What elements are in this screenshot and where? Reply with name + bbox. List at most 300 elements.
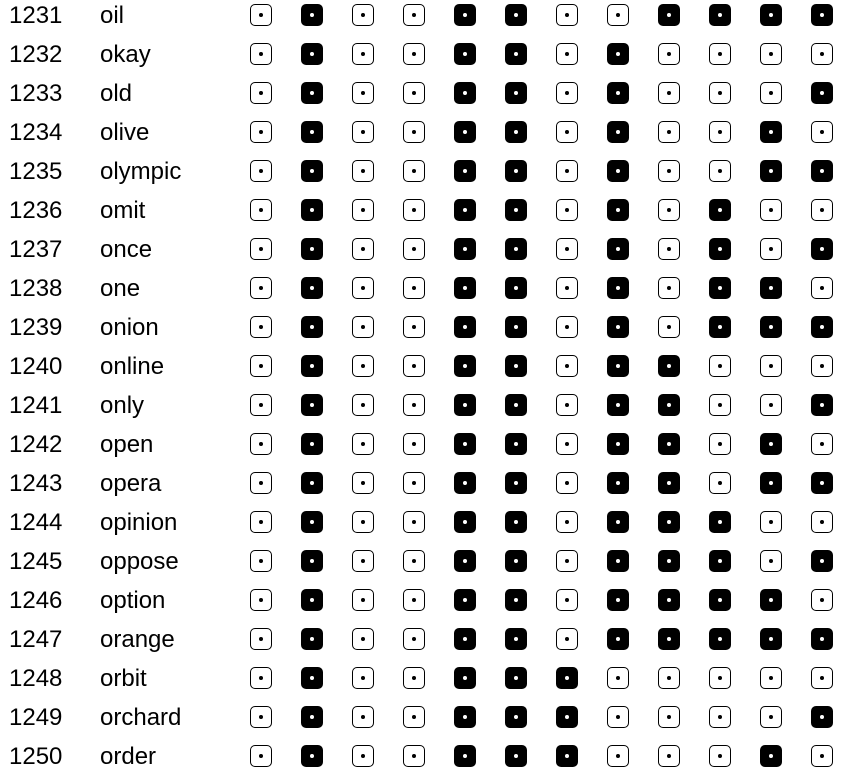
empty-bit-icon [556, 160, 578, 182]
filled-bit-icon [301, 82, 323, 104]
filled-bit-icon [760, 433, 782, 455]
dot-icon [616, 442, 620, 446]
filled-bit-icon [709, 199, 731, 221]
dot-icon [616, 676, 620, 680]
filled-bit-icon [607, 511, 629, 533]
filled-bit-icon [505, 238, 527, 260]
dot-icon [514, 130, 518, 134]
empty-bit-icon [607, 745, 629, 767]
dot-icon [820, 520, 824, 524]
dot-icon [412, 247, 416, 251]
dot-icon [361, 247, 365, 251]
dot-icon [310, 481, 314, 485]
empty-bit-icon [250, 82, 272, 104]
filled-bit-icon [760, 745, 782, 767]
empty-bit-icon [556, 433, 578, 455]
row-number: 1246 [9, 587, 63, 614]
empty-bit-icon [760, 511, 782, 533]
dot-icon [616, 715, 620, 719]
empty-bit-icon [403, 82, 425, 104]
dot-icon [616, 52, 620, 56]
empty-bit-icon [250, 355, 272, 377]
filled-bit-icon [658, 628, 680, 650]
row-word: olive [100, 119, 150, 146]
filled-bit-icon [658, 394, 680, 416]
filled-bit-icon [760, 160, 782, 182]
table-row [0, 624, 855, 663]
empty-bit-icon [250, 628, 272, 650]
empty-bit-icon [403, 628, 425, 650]
dot-icon [820, 442, 824, 446]
filled-bit-icon [811, 316, 833, 338]
table-row [0, 117, 855, 156]
dot-icon [718, 481, 722, 485]
empty-bit-icon [556, 628, 578, 650]
dot-icon [514, 364, 518, 368]
empty-bit-icon [658, 43, 680, 65]
dot-icon [463, 637, 467, 641]
empty-bit-icon [658, 238, 680, 260]
empty-bit-icon [709, 394, 731, 416]
dot-icon [565, 169, 569, 173]
dot-icon [718, 520, 722, 524]
dot-icon [769, 247, 773, 251]
table-row [0, 195, 855, 234]
filled-bit-icon [607, 316, 629, 338]
dot-icon [412, 559, 416, 563]
dot-icon [769, 637, 773, 641]
dot-icon [514, 715, 518, 719]
empty-bit-icon [658, 667, 680, 689]
empty-bit-icon [811, 277, 833, 299]
dot-icon [769, 325, 773, 329]
dot-icon [565, 481, 569, 485]
dot-icon [820, 559, 824, 563]
filled-bit-icon [454, 4, 476, 26]
dot-icon [259, 130, 263, 134]
dot-icon [718, 169, 722, 173]
dot-icon [412, 286, 416, 290]
dot-icon [820, 637, 824, 641]
filled-bit-icon [658, 511, 680, 533]
filled-bit-icon [811, 550, 833, 572]
empty-bit-icon [811, 433, 833, 455]
empty-bit-icon [556, 316, 578, 338]
dot-icon [565, 754, 569, 758]
row-number: 1249 [9, 704, 63, 731]
row-number: 1236 [9, 197, 63, 224]
dot-icon [565, 247, 569, 251]
filled-bit-icon [607, 433, 629, 455]
row-number: 1233 [9, 80, 63, 107]
dot-icon [361, 286, 365, 290]
filled-bit-icon [607, 199, 629, 221]
dot-icon [514, 598, 518, 602]
filled-bit-icon [607, 394, 629, 416]
dot-icon [820, 13, 824, 17]
filled-bit-icon [811, 472, 833, 494]
dot-icon [361, 364, 365, 368]
filled-bit-icon [454, 706, 476, 728]
filled-bit-icon [454, 628, 476, 650]
dot-icon [769, 52, 773, 56]
empty-bit-icon [403, 706, 425, 728]
dot-icon [616, 130, 620, 134]
table-row [0, 585, 855, 624]
dot-icon [820, 715, 824, 719]
empty-bit-icon [556, 550, 578, 572]
dot-icon [820, 208, 824, 212]
filled-bit-icon [301, 238, 323, 260]
empty-bit-icon [556, 43, 578, 65]
filled-bit-icon [505, 82, 527, 104]
filled-bit-icon [607, 589, 629, 611]
dot-icon [361, 442, 365, 446]
empty-bit-icon [607, 667, 629, 689]
filled-bit-icon [454, 745, 476, 767]
dot-icon [361, 520, 365, 524]
row-word: once [100, 236, 153, 263]
filled-bit-icon [454, 589, 476, 611]
empty-bit-icon [709, 355, 731, 377]
dot-icon [310, 13, 314, 17]
empty-bit-icon [352, 472, 374, 494]
dot-icon [514, 520, 518, 524]
dot-icon [259, 559, 263, 563]
row-word: online [100, 353, 165, 380]
dot-icon [565, 364, 569, 368]
dot-icon [259, 208, 263, 212]
dot-icon [616, 169, 620, 173]
empty-bit-icon [250, 745, 272, 767]
dot-icon [412, 481, 416, 485]
dot-icon [463, 520, 467, 524]
empty-bit-icon [250, 238, 272, 260]
empty-bit-icon [352, 121, 374, 143]
row-number: 1250 [9, 743, 63, 770]
dot-icon [718, 715, 722, 719]
row-word: opinion [100, 509, 178, 536]
table-row [0, 234, 855, 273]
dot-icon [565, 91, 569, 95]
empty-bit-icon [658, 160, 680, 182]
dot-icon [361, 208, 365, 212]
dot-icon [565, 208, 569, 212]
filled-bit-icon [301, 550, 323, 572]
empty-bit-icon [658, 277, 680, 299]
filled-bit-icon [454, 667, 476, 689]
dot-icon [463, 715, 467, 719]
dot-icon [514, 52, 518, 56]
row-number: 1239 [9, 314, 63, 341]
row-number: 1235 [9, 158, 63, 185]
dot-icon [769, 169, 773, 173]
dot-icon [718, 208, 722, 212]
dot-icon [514, 91, 518, 95]
dot-icon [616, 364, 620, 368]
filled-bit-icon [454, 82, 476, 104]
dot-icon [361, 676, 365, 680]
dot-icon [769, 403, 773, 407]
dot-icon [718, 637, 722, 641]
empty-bit-icon [811, 511, 833, 533]
empty-bit-icon [352, 706, 374, 728]
dot-icon [412, 637, 416, 641]
row-word: oil [100, 2, 125, 29]
dot-icon [310, 559, 314, 563]
dot-icon [769, 442, 773, 446]
row-word: oppose [100, 548, 179, 575]
empty-bit-icon [709, 667, 731, 689]
dot-icon [310, 520, 314, 524]
filled-bit-icon [811, 238, 833, 260]
filled-bit-icon [709, 589, 731, 611]
dot-icon [412, 169, 416, 173]
empty-bit-icon [403, 472, 425, 494]
empty-bit-icon [556, 355, 578, 377]
dot-icon [412, 208, 416, 212]
row-word: orange [100, 626, 175, 653]
dot-icon [769, 520, 773, 524]
empty-bit-icon [250, 550, 272, 572]
empty-bit-icon [607, 4, 629, 26]
dot-icon [463, 247, 467, 251]
filled-bit-icon [301, 511, 323, 533]
dot-icon [310, 442, 314, 446]
dot-icon [310, 637, 314, 641]
filled-bit-icon [301, 472, 323, 494]
dot-icon [667, 169, 671, 173]
row-word: onion [100, 314, 159, 341]
filled-bit-icon [556, 706, 578, 728]
empty-bit-icon [709, 121, 731, 143]
dot-icon [259, 247, 263, 251]
row-number: 1238 [9, 275, 63, 302]
filled-bit-icon [556, 745, 578, 767]
table-row [0, 546, 855, 585]
dot-icon [718, 403, 722, 407]
dot-icon [718, 442, 722, 446]
dot-icon [412, 130, 416, 134]
filled-bit-icon [505, 316, 527, 338]
filled-bit-icon [454, 199, 476, 221]
empty-bit-icon [403, 277, 425, 299]
empty-bit-icon [556, 277, 578, 299]
table-row [0, 39, 855, 78]
dot-icon [565, 559, 569, 563]
dot-icon [667, 325, 671, 329]
dot-icon [820, 325, 824, 329]
dot-icon [259, 169, 263, 173]
filled-bit-icon [301, 589, 323, 611]
empty-bit-icon [352, 277, 374, 299]
filled-bit-icon [658, 433, 680, 455]
row-number: 1232 [9, 41, 63, 68]
filled-bit-icon [454, 355, 476, 377]
empty-bit-icon [250, 160, 272, 182]
empty-bit-icon [709, 160, 731, 182]
dot-icon [718, 13, 722, 17]
empty-bit-icon [352, 199, 374, 221]
filled-bit-icon [811, 394, 833, 416]
dot-icon [667, 130, 671, 134]
dot-icon [667, 52, 671, 56]
filled-bit-icon [760, 277, 782, 299]
dot-icon [463, 598, 467, 602]
dot-icon [463, 364, 467, 368]
dot-icon [769, 13, 773, 17]
dot-icon [361, 52, 365, 56]
filled-bit-icon [505, 667, 527, 689]
empty-bit-icon [250, 667, 272, 689]
filled-bit-icon [709, 628, 731, 650]
filled-bit-icon [301, 355, 323, 377]
filled-bit-icon [658, 472, 680, 494]
filled-bit-icon [505, 472, 527, 494]
filled-bit-icon [454, 511, 476, 533]
empty-bit-icon [658, 199, 680, 221]
empty-bit-icon [403, 589, 425, 611]
filled-bit-icon [301, 316, 323, 338]
dot-icon [718, 559, 722, 563]
dot-icon [820, 52, 824, 56]
dot-icon [259, 520, 263, 524]
empty-bit-icon [760, 550, 782, 572]
empty-bit-icon [250, 706, 272, 728]
filled-bit-icon [301, 628, 323, 650]
dot-icon [310, 754, 314, 758]
dot-icon [310, 364, 314, 368]
row-word: open [100, 431, 154, 458]
filled-bit-icon [301, 745, 323, 767]
empty-bit-icon [250, 43, 272, 65]
dot-icon [565, 286, 569, 290]
dot-icon [463, 13, 467, 17]
dot-icon [514, 676, 518, 680]
row-number: 1247 [9, 626, 63, 653]
filled-bit-icon [607, 160, 629, 182]
dot-icon [310, 403, 314, 407]
empty-bit-icon [403, 355, 425, 377]
empty-bit-icon [403, 433, 425, 455]
row-number: 1242 [9, 431, 63, 458]
dot-icon [667, 715, 671, 719]
dot-icon [820, 676, 824, 680]
dot-icon [514, 403, 518, 407]
empty-bit-icon [709, 706, 731, 728]
empty-bit-icon [352, 433, 374, 455]
empty-bit-icon [658, 745, 680, 767]
dot-icon [616, 247, 620, 251]
dot-icon [463, 208, 467, 212]
dot-icon [514, 559, 518, 563]
row-number: 1240 [9, 353, 63, 380]
dot-icon [514, 637, 518, 641]
empty-bit-icon [709, 433, 731, 455]
filled-bit-icon [811, 82, 833, 104]
dot-icon [259, 364, 263, 368]
dot-icon [565, 637, 569, 641]
dot-icon [361, 637, 365, 641]
filled-bit-icon [607, 121, 629, 143]
row-number: 1248 [9, 665, 63, 692]
table-row [0, 0, 855, 39]
dot-icon [667, 559, 671, 563]
empty-bit-icon [403, 316, 425, 338]
row-word: olympic [100, 158, 182, 185]
dot-icon [616, 91, 620, 95]
filled-bit-icon [607, 43, 629, 65]
empty-bit-icon [607, 706, 629, 728]
dot-icon [463, 325, 467, 329]
row-word: order [100, 743, 157, 770]
table-row [0, 156, 855, 195]
dot-icon [820, 403, 824, 407]
dot-icon [361, 715, 365, 719]
dot-icon [310, 52, 314, 56]
empty-bit-icon [811, 589, 833, 611]
empty-bit-icon [760, 43, 782, 65]
filled-bit-icon [454, 238, 476, 260]
filled-bit-icon [505, 433, 527, 455]
empty-bit-icon [709, 43, 731, 65]
dot-icon [412, 676, 416, 680]
dot-icon [463, 754, 467, 758]
empty-bit-icon [556, 472, 578, 494]
empty-bit-icon [556, 121, 578, 143]
empty-bit-icon [556, 394, 578, 416]
empty-bit-icon [250, 316, 272, 338]
dot-icon [310, 247, 314, 251]
dot-icon [565, 442, 569, 446]
dot-icon [820, 754, 824, 758]
empty-bit-icon [352, 628, 374, 650]
dot-icon [463, 481, 467, 485]
row-number: 1244 [9, 509, 63, 536]
row-word: only [100, 392, 145, 419]
dot-icon [412, 325, 416, 329]
table-row [0, 273, 855, 312]
empty-bit-icon [352, 589, 374, 611]
dot-icon [820, 91, 824, 95]
row-number: 1234 [9, 119, 63, 146]
empty-bit-icon [250, 589, 272, 611]
dot-icon [310, 598, 314, 602]
dot-icon [667, 520, 671, 524]
filled-bit-icon [301, 43, 323, 65]
dot-icon [769, 481, 773, 485]
dot-icon [361, 13, 365, 17]
dot-icon [259, 52, 263, 56]
dot-icon [361, 481, 365, 485]
dot-icon [616, 637, 620, 641]
dot-icon [565, 403, 569, 407]
filled-bit-icon [709, 550, 731, 572]
empty-bit-icon [403, 745, 425, 767]
dot-icon [463, 442, 467, 446]
empty-bit-icon [556, 4, 578, 26]
dot-icon [616, 325, 620, 329]
filled-bit-icon [556, 667, 578, 689]
filled-bit-icon [505, 121, 527, 143]
empty-bit-icon [403, 121, 425, 143]
dot-icon [463, 91, 467, 95]
dot-icon [718, 286, 722, 290]
dot-icon [463, 559, 467, 563]
dot-icon [514, 169, 518, 173]
dot-icon [259, 598, 263, 602]
dot-icon [820, 598, 824, 602]
